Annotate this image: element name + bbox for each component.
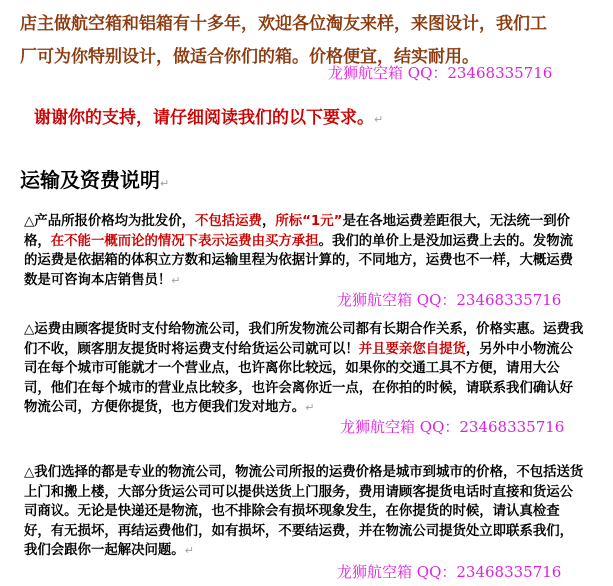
para1-highlight-no-shipping: 不包括运费 [195,214,262,229]
paragraph-mark: ↵ [374,113,384,126]
para1-text-c: ， [261,214,276,229]
watermark: 龙狮航空箱 QQ：23468335716 [328,64,553,82]
para1-highlight-buyer-pays: 在不能一概而论的情况下表示运费由买方承担 [50,233,319,249]
para3-text-a: △我们选择的都是专业的物流公司，物流公司所报的运费价格是城市到城市的价格，不包括送货上门和搬上楼，大部分货运公司可以提供送货上门服务，费用请顾客提货电话时直接和货运公司商议。无论是快递还是物流，也不排除会有损坏现象发生，在你提货的时候，请认真检查好，有无损坏，再结运费他们，如有损坏，不要结运费，并在物流公司提货处立即联系我们，我们会跟你一起解决问题。 [24,465,584,559]
section-heading-text: 运输及资费说明 [20,168,160,192]
paragraph-mark: ↵ [305,401,315,415]
shipping-paragraph-2 [24,320,584,418]
paragraph-mark: ↵ [171,273,181,287]
para1-highlight-one-yuan: 所标“1元” [275,214,343,229]
section-heading [20,165,580,199]
watermark: 龙狮航空箱 QQ：23468335716 [337,563,562,581]
para1-text-g: 。我们的单价上是没加运费上去的。发物流的运费是依据箱的体积立方数和运输里程为依据计算的，不同地方，运费也不一样，大概运费数是可咨询本店销售员！ [24,233,574,288]
paragraph-mark: ↵ [160,177,170,190]
intro-line-2-text: 厂可为你特别设计，做适合你们的箱。价格便宜，结实耐用。 [20,47,479,67]
para2-text-a: △运费由顾客提货时支付给物流公司，我们所发物流公司都有长期合作关系，价格实惠。运费我们不收，顾客朋友提货时将运费支付给货运公司就可以！ [24,322,584,357]
para1-text-a: △产品所报价格均为批发价， [24,214,195,229]
paragraph-mark: ↵ [184,544,194,558]
para1-text-e: 是在各地运费差距很大，无法统一到价格， [24,214,571,249]
thanks-text: 谢谢你的支持，请仔细阅读我们的以下要求。 [34,108,374,128]
watermark: 龙狮航空箱 QQ：23468335716 [340,418,565,436]
intro-line-1: 店主做航空箱和铝箱有十多年，欢迎各位淘友来样，来图设计，我们工 [20,14,547,34]
shipping-paragraph-1 [24,212,584,290]
thanks-line [34,106,594,132]
watermark: 龙狮航空箱 QQ：23468335716 [337,291,562,309]
shipping-paragraph-3 [24,463,584,561]
para2-highlight-self-pickup: 并且要亲您自提货 [358,341,466,357]
para2-text-c: ，另外中小物流公司在每个城市可能就才一个营业点，也许离你比较远，如果你的交通工具不方便，请用大公司，他们在每个城市的营业点比较多，也许会离你近一点，在你拍的时候，请联系我们确认好物流公司，方便你提货，也方便我们发对地方。 [24,341,574,416]
